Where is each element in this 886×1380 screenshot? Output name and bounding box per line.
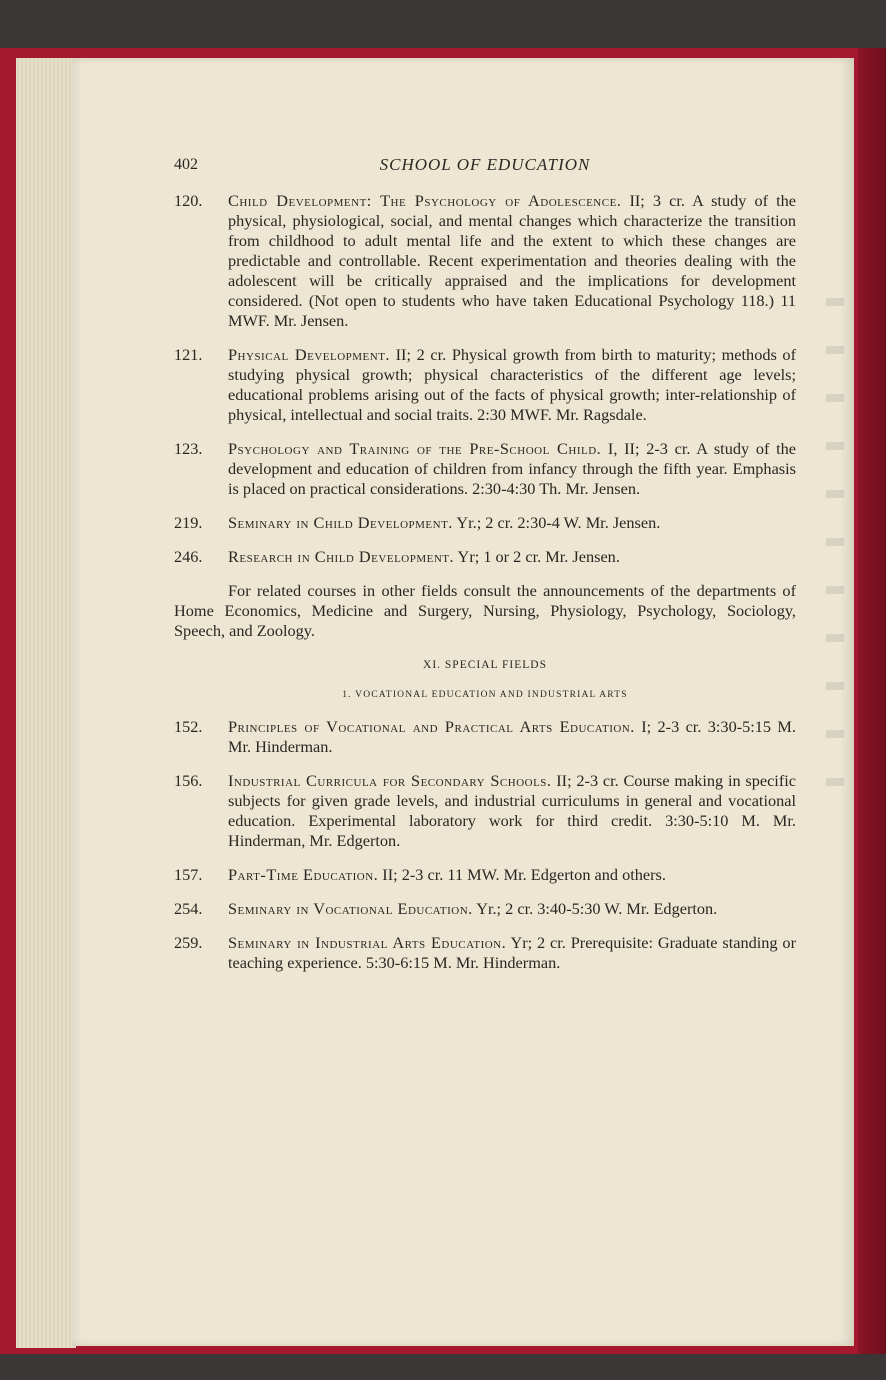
page-header: [174, 155, 796, 175]
course-title: Seminary in Vocational Education.: [228, 899, 473, 918]
course-entry: [174, 439, 796, 499]
course-title: Physical Development.: [228, 345, 391, 364]
course-description: II; 3 cr. A study of the physical, physiological, social, and mental changes which characterize the transition from childhood to adult mental life and the extent to which these changes are predictable and controllable. Recent experimentation and theories dealing with the adolescent will be critically appraised and the implications for development considered. (Not open to students who have taken Educational Psychology 118.) 11 MWF. Mr. Jensen.: [228, 191, 796, 330]
course-entry: [174, 547, 796, 567]
course-entry: [174, 865, 796, 885]
course-number: 219.: [174, 513, 203, 532]
course-description: Yr; 2 cr. Prerequisite: Graduate standing or teaching experience. 5:30-6:15 M. Mr. Hinderman.: [228, 933, 796, 972]
course-title: Research in Child Development.: [228, 547, 455, 566]
course-title: Psychology and Training of the Pre-School Child.: [228, 439, 602, 458]
course-entry: [174, 345, 796, 425]
course-title: Child Development: The Psychology of Adolescence.: [228, 191, 622, 210]
subsection-heading: 1. VOCATIONAL EDUCATION AND INDUSTRIAL ARTS: [342, 690, 628, 700]
related-courses-note: For related courses in other fields consult the announcements of the departments of Home Economics, Medicine and Surgery, Nursing, Physiology, Psychology, Sociology, Speech, and Zoology.: [174, 581, 796, 640]
course-entry: [174, 513, 796, 533]
course-number: 259.: [174, 933, 203, 952]
course-title: Seminary in Child Development.: [228, 513, 453, 532]
course-description: I, II; 2-3 cr. A study of the development and education of children from infancy through the fifth year. Emphasis is placed on practical considerations. 2:30-4:30 Th. Mr. Jensen.: [228, 439, 797, 498]
course-entry: [174, 899, 796, 919]
course-number: 120.: [174, 191, 203, 210]
course-number: 157.: [174, 865, 203, 884]
course-description: II; 2-3 cr. Course making in specific subjects for given grade levels, and industrial curriculums in general and vocational education. Experimental laboratory work for third credit. 3:30-5:10 M. Mr. Hinderman, Mr. Edgerton.: [228, 771, 796, 850]
course-description: Yr.; 2 cr. 3:40-5:30 W. Mr. Edgerton.: [472, 899, 718, 918]
course-number: 152.: [174, 717, 203, 736]
course-description: II; 2-3 cr. 11 MW. Mr. Edgerton and others.: [378, 865, 666, 884]
course-description: Yr; 1 or 2 cr. Mr. Jensen.: [454, 547, 620, 566]
show-through: [826, 258, 844, 818]
course-number: 246.: [174, 547, 203, 566]
course-number: 121.: [174, 345, 203, 364]
course-title: Part-Time Education.: [228, 865, 379, 884]
page-content: [174, 155, 796, 987]
course-entry: [174, 933, 796, 973]
course-title: Principles of Vocational and Practical Arts Education.: [228, 717, 635, 736]
course-entry: [174, 717, 796, 757]
page-edges: [16, 58, 76, 1348]
course-number: 254.: [174, 899, 203, 918]
page-number: 402: [174, 156, 198, 173]
course-number: 123.: [174, 439, 203, 458]
course-description: Yr.; 2 cr. 2:30-4 W. Mr. Jensen.: [452, 513, 661, 532]
course-entry: [174, 771, 796, 851]
course-title: Seminary in Industrial Arts Education.: [228, 933, 507, 952]
course-title: Industrial Curricula for Secondary Schools.: [228, 771, 552, 790]
course-description: I; 2-3 cr. 3:30-5:15 M. Mr. Hinderman.: [228, 717, 796, 756]
course-description: II; 2 cr. Physical growth from birth to maturity; methods of studying physical growth; physical characteristics of the different age levels; educational problems arising out of the facts of physical growth; inter-relationship of physical, intellectual and social traits. 2:30 MWF. Mr. Ragsdale.: [228, 345, 796, 424]
course-number: 156.: [174, 771, 203, 790]
section-heading: XI. SPECIAL FIELDS: [423, 659, 547, 671]
cover-edge: [858, 48, 886, 1354]
running-head: SCHOOL OF EDUCATION: [379, 155, 591, 174]
course-entry: [174, 191, 796, 331]
